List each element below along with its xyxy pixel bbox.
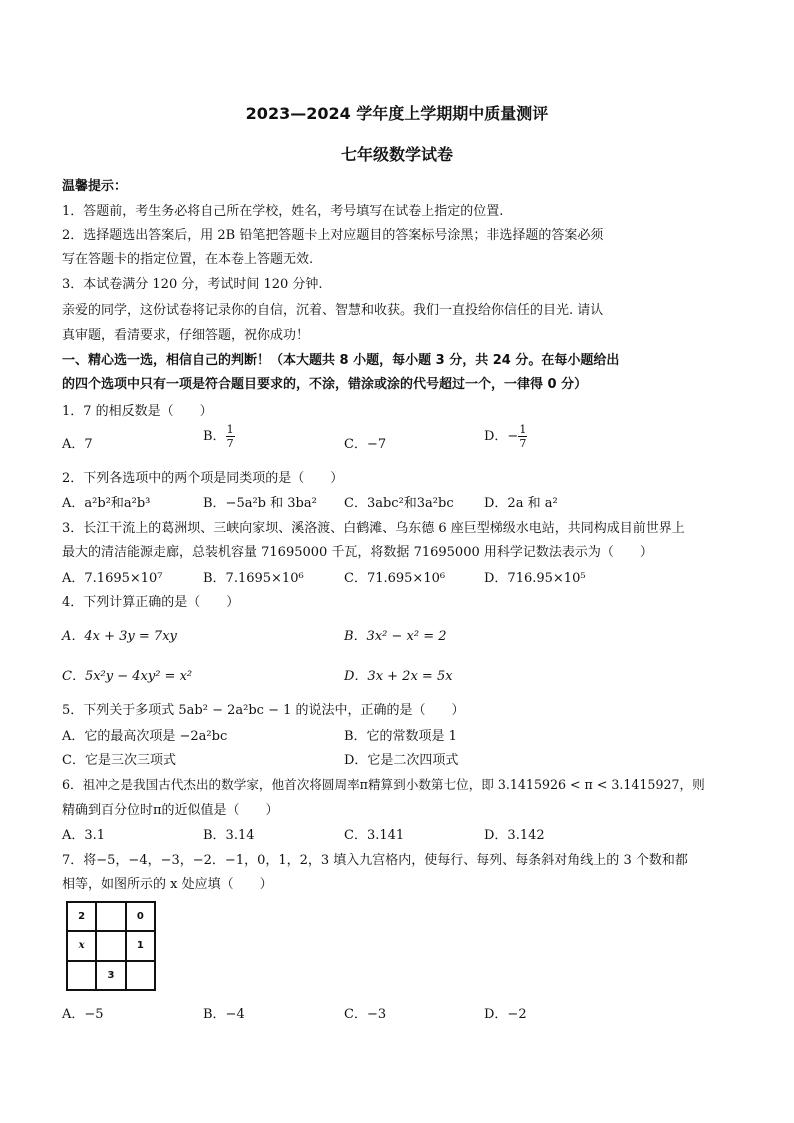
- option-a: A．7.1695×10⁷: [62, 571, 163, 586]
- option-b: B．−5a²b 和 3ba²: [203, 496, 317, 511]
- question-stem: 精确到百分位时π的近似值是（ ）: [62, 803, 279, 818]
- grid-cell: x: [67, 931, 96, 960]
- section-heading: 一、精心选一选，相信自己的判断！（本大题共 8 小题，每小题 3 分，共 24 分。在每小题给出: [62, 353, 620, 368]
- option-c: C．3.141: [344, 828, 405, 843]
- option-c: C．71.695×10⁶: [344, 571, 446, 586]
- option-a: A．3.1: [62, 828, 106, 843]
- option-a: A．它的最高次项是 −2a²bc: [62, 729, 228, 744]
- tip-line: 1．答题前，考生务必将自己所在学校，姓名，考号填写在试卷上指定的位置.: [62, 204, 504, 219]
- option-a: A．−5: [62, 1007, 104, 1022]
- tip-line: 真审题，看清要求，仔细答题，祝你成功！: [62, 328, 310, 343]
- grid-cell: [96, 902, 125, 931]
- grid-cell: 2: [67, 902, 96, 931]
- grid-cell: [96, 931, 125, 960]
- exam-title: 2023—2024 学年度上学期期中质量测评: [245, 104, 549, 123]
- option-a: A．4x + 3y = 7xy: [62, 629, 177, 644]
- tip-line: 3．本试卷满分 120 分，考试时间 120 分钟.: [62, 277, 323, 292]
- magic-square-grid: [66, 901, 156, 991]
- option-d: D．−2: [484, 1007, 527, 1022]
- question-stem: 4．下列计算正确的是（ ）: [62, 595, 240, 610]
- option-d: D．3x + 2x = 5x: [344, 669, 453, 684]
- option-c: C．−3: [344, 1007, 387, 1022]
- option-c: C．−7: [344, 437, 387, 452]
- option-d: D．它是二次四项式: [344, 753, 459, 768]
- grid-cell: 1: [126, 931, 155, 960]
- question-stem: 2．下列各选项中的两个项是同类项的是（ ）: [62, 471, 344, 486]
- option-d: D．− $\frac{1}{7}$: [484, 423, 527, 450]
- tips-heading: 温馨提示：: [62, 179, 128, 194]
- grid-cell: [126, 961, 155, 990]
- option-d: D．2a 和 a²: [484, 496, 558, 511]
- question-stem: 相等，如图所示的 x 处应填（ ）: [62, 877, 273, 892]
- tip-line: 2．选择题选出答案后，用 2B 铅笔把答题卡上对应题目的答案标号涂黑；非选择题的答案必须: [62, 228, 604, 243]
- option-c: C．它是三次三项式: [62, 753, 176, 768]
- option-b: B．3x² − x² = 2: [344, 629, 447, 644]
- tip-line: 亲爱的同学，这份试卷将记录你的自信，沉着、智慧和收获。我们一直投给你信任的目光. 请认: [62, 303, 604, 318]
- option-a: A．7: [62, 437, 93, 452]
- question-stem: 7．将−5，−4，−3，−2．−1，0，1，2，3 填入九宫格内，使每行、每列、每条斜对角线上的 3 个数和都: [62, 853, 688, 868]
- option-d: D．3.142: [484, 828, 545, 843]
- option-c: C．3abc²和3a²bc: [344, 496, 454, 511]
- option-b: B．它的常数项是 1: [344, 729, 457, 744]
- option-c: C．5x²y − 4xy² = x²: [62, 669, 193, 684]
- option-b: B．7.1695×10⁶: [203, 571, 304, 586]
- grid-cell: [67, 961, 96, 990]
- option-b: B．−4: [203, 1007, 245, 1022]
- tip-line: 写在答题卡的指定位置，在本卷上答题无效.: [62, 252, 314, 267]
- question-stem: 6．祖冲之是我国古代杰出的数学家，他首次将圆周率π精算到小数第七位，即 3.1415926 < π < 3.1415927，则: [62, 777, 705, 792]
- section-heading: 的四个选项中只有一项是符合题目要求的，不涂，错涂或涂的代号超过一个，一律得 0 分）: [62, 377, 588, 392]
- question-stem: 1．7 的相反数是（ ）: [62, 404, 213, 419]
- option-d: D．716.95×10⁵: [484, 571, 586, 586]
- grid-cell: 3: [96, 961, 125, 990]
- exam-subtitle: 七年级数学试卷: [340, 145, 453, 164]
- option-b: B． $\frac{1}{7}$: [203, 423, 234, 450]
- question-stem: 3．长江干流上的葛洲坝、三峡向家坝、溪洛渡、白鹤滩、乌东德 6 座巨型梯级水电站，共同构成目前世界上: [62, 521, 685, 536]
- question-stem: 5．下列关于多项式 5ab² − 2a²bc − 1 的说法中，正确的是（ ）: [62, 703, 465, 718]
- question-stem: 最大的清洁能源走廊，总装机容量 71695000 千瓦，将数据 71695000 用科学记数法表示为（ ）: [62, 545, 653, 560]
- option-b: B．3.14: [203, 828, 255, 843]
- option-a: A．a²b²和a²b³: [62, 496, 151, 511]
- grid-cell: 0: [126, 902, 155, 931]
